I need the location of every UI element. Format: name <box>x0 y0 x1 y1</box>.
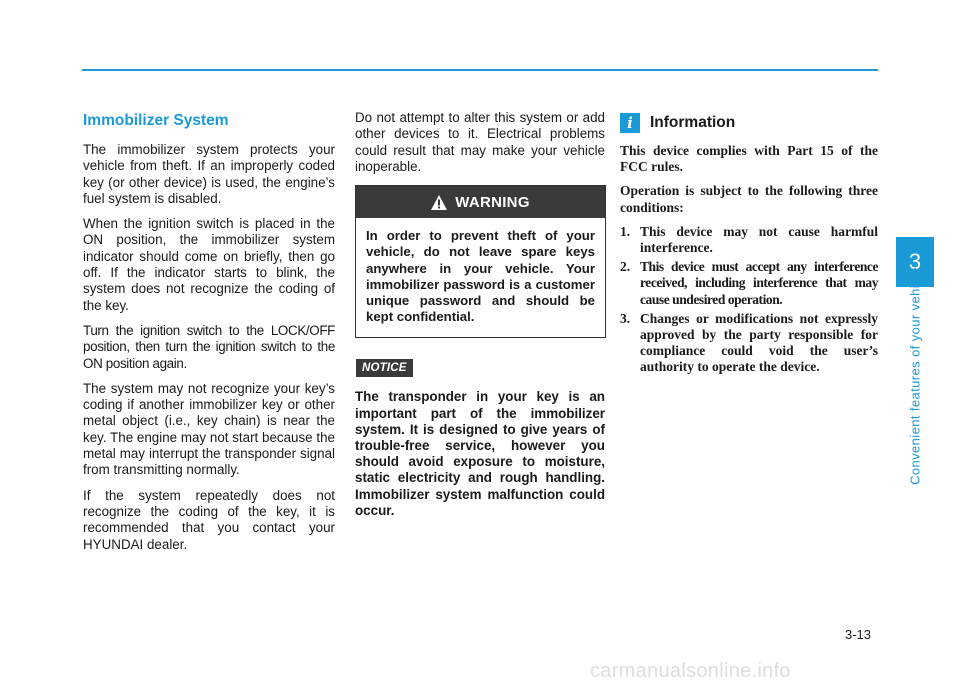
information-title: Information <box>650 114 736 131</box>
top-rule <box>82 69 878 71</box>
warning-header <box>356 186 605 218</box>
notice-badge: NOTICE <box>356 359 413 377</box>
body-paragraph: If the system repeatedly does not recognize the coding of the key, it is recommended that you contact your HYUNDAI dealer. <box>83 487 335 552</box>
left-column <box>83 108 335 562</box>
notice-text: The transponder in your key is an important part of the immobilizer system. It is designed to give years of trouble-free service, however you should avoid exposure to moisture, static electricity and rough handling. Immobilizer system malfunction could occur. <box>355 389 605 518</box>
list-item <box>620 224 878 256</box>
page-number: 3-13 <box>845 627 872 642</box>
warning-text: In order to prevent theft of your vehicle, do not leave spare keys anywhere in your vehicle. Your immobilizer password is a customer unique password and should be kept confidential. <box>366 228 595 325</box>
warning-box <box>355 185 606 338</box>
list-item <box>620 259 878 308</box>
list-text: Changes or modifications not expressly approved by the party responsible for compliance could void the user’s authority to operate the device. <box>640 310 878 375</box>
section-title: Immobilizer System <box>83 112 229 129</box>
list-number: 3. <box>620 310 631 326</box>
list-text: This device may not cause harmful interference. <box>640 223 878 256</box>
info-paragraph: Operation is subject to the following three conditions: <box>620 183 878 215</box>
information-icon: i <box>620 113 640 133</box>
conditions-list <box>620 224 878 376</box>
body-paragraph: The system may not recognize your key’s coding if another immobilizer key or other metal object (i.e., key chain) is near the key. The engine may not start because the metal may interrupt the transponder signal from transmitting normally. <box>83 380 335 478</box>
right-column <box>620 113 878 379</box>
list-item <box>620 311 878 376</box>
body-paragraph: The immobilizer system protects your vehicle from theft. If an improperly coded key (or other device) is used, the engine’s fuel system is disabled. <box>83 142 335 206</box>
middle-column <box>355 110 605 519</box>
chapter-tab: 3 <box>896 237 934 287</box>
information-header <box>620 113 878 133</box>
warning-label: WARNING <box>455 193 530 211</box>
body-paragraph: When the ignition switch is placed in the ON position, the immobilizer system indicator should come on briefly, then go off. If the indicator starts to blink, the system does not recognize the coding of the key. <box>83 216 335 313</box>
list-number: 2. <box>620 259 631 275</box>
body-paragraph: Turn the ignition switch to the LOCK/OFF position, then turn the ignition switch to the ON position again. <box>83 322 335 371</box>
list-text: This device must accept any interference received, including interference that may cause undesired operation. <box>640 259 878 307</box>
watermark: carmanualsonline.info <box>590 660 791 682</box>
info-paragraph: This device complies with Part 15 of the FCC rules. <box>620 143 878 175</box>
warning-triangle-icon <box>431 195 447 210</box>
list-number: 1. <box>620 223 631 239</box>
chapter-title: Convenient features of your vehicle <box>907 267 923 485</box>
intro-paragraph: Do not attempt to alter this system or add other devices to it. Electrical problems could result that may make your vehicle inoperable. <box>355 110 605 174</box>
